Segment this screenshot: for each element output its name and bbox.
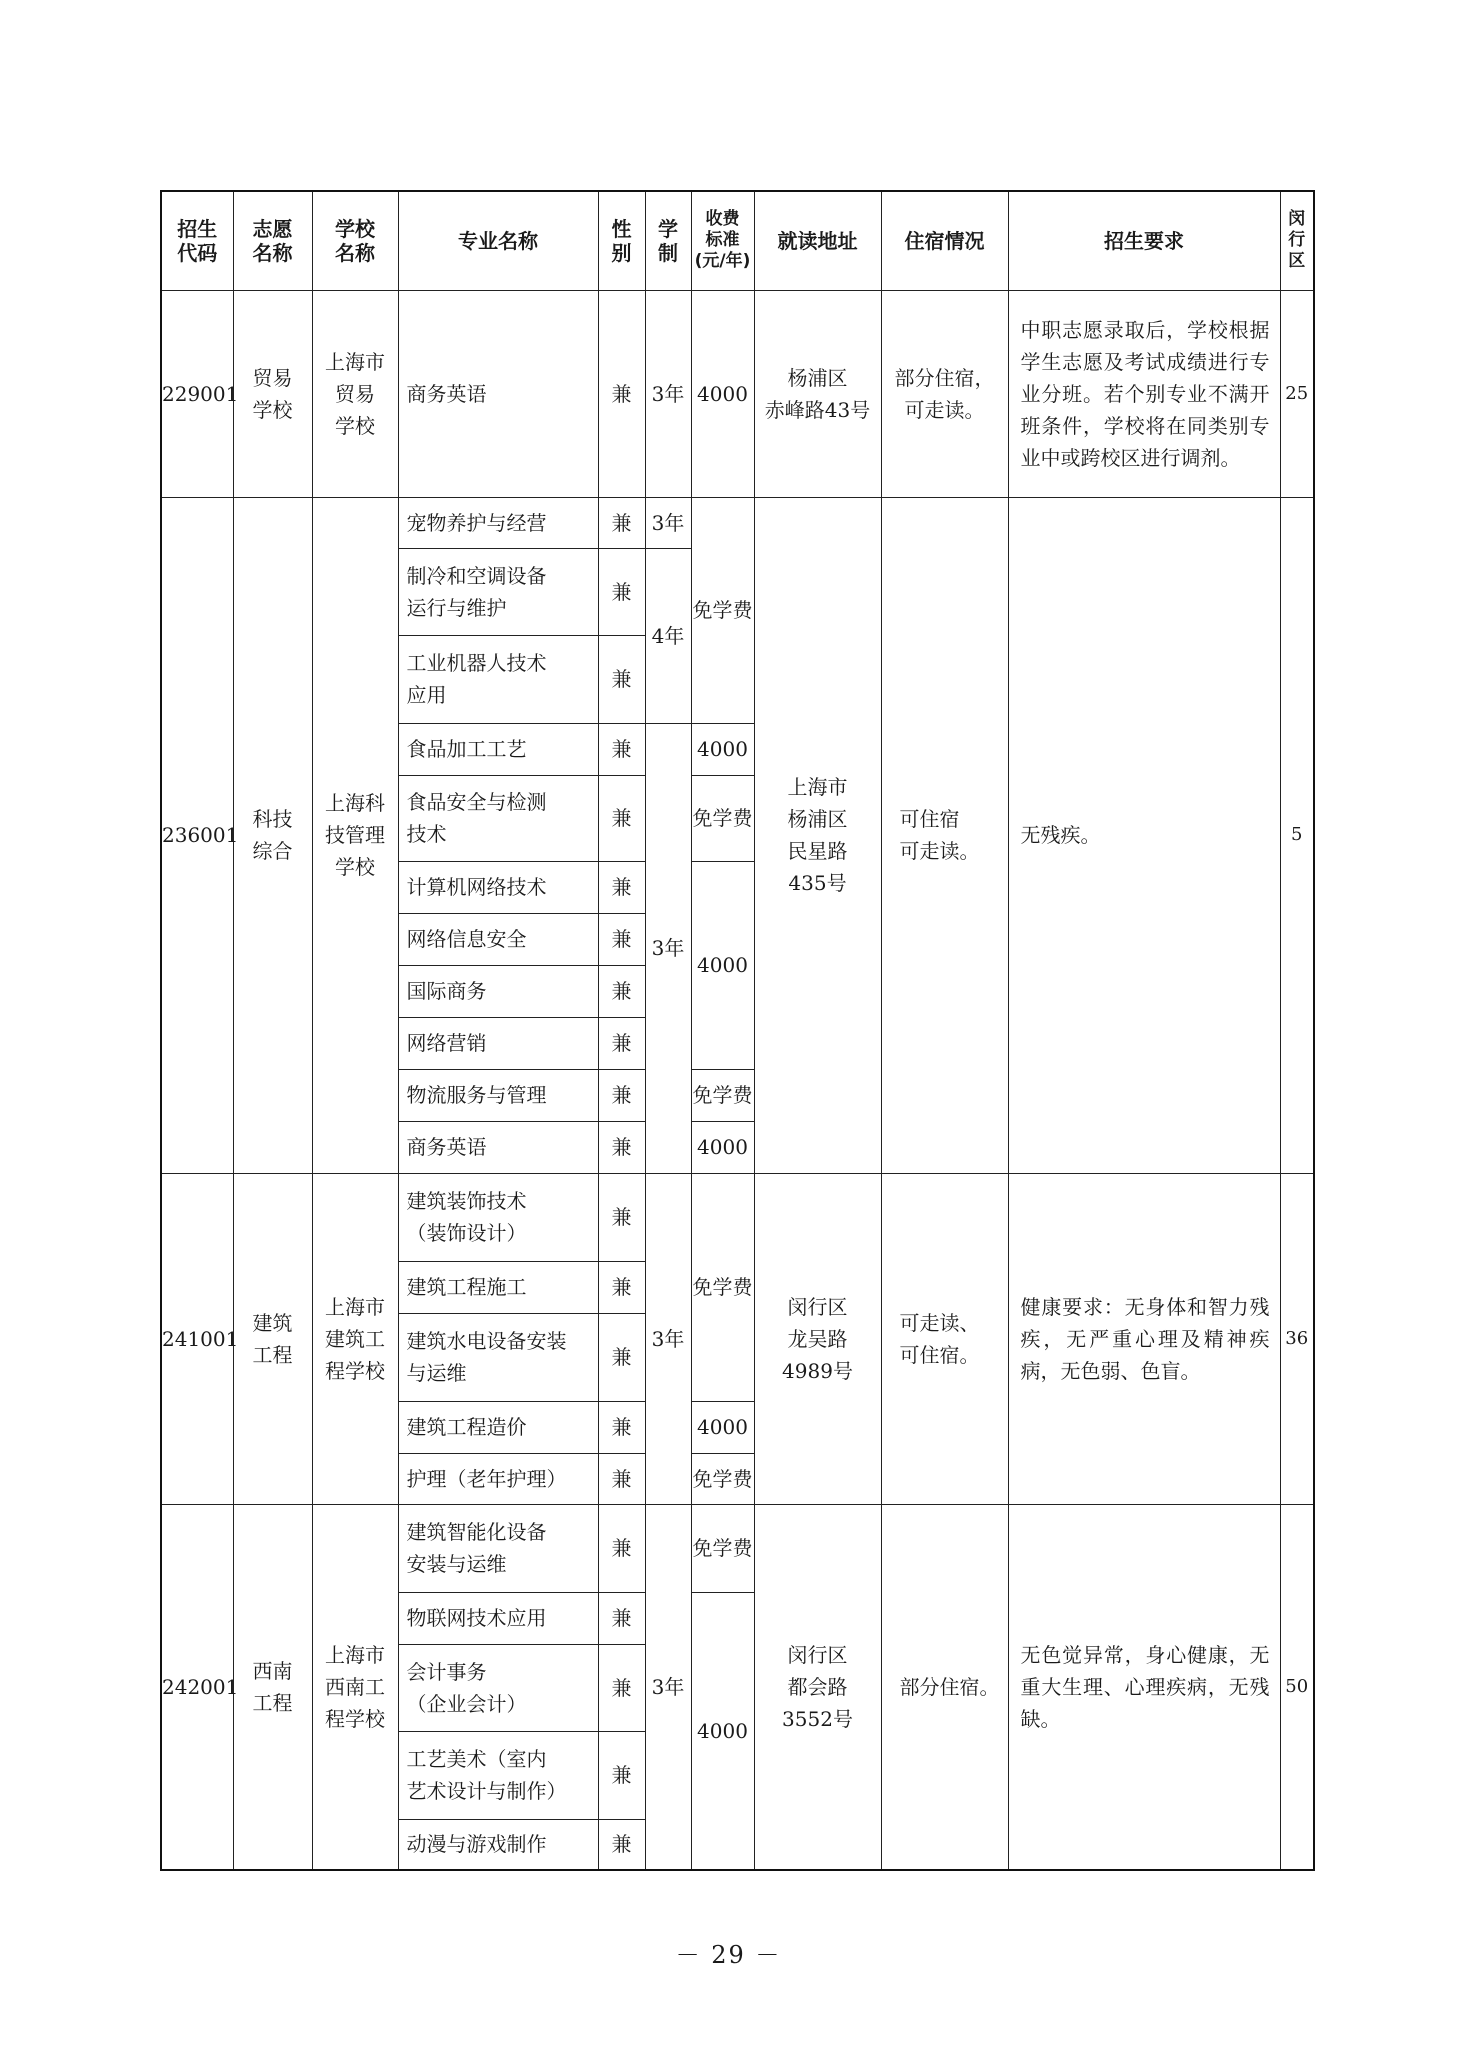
gender: 兼 — [598, 1121, 645, 1173]
address: 闵行区 都会路 3552号 — [754, 1504, 881, 1870]
gender: 兼 — [598, 723, 645, 775]
major-name: 护理（老年护理） — [398, 1453, 598, 1504]
header-gender: 性 别 — [598, 191, 645, 290]
major-name: 物流服务与管理 — [398, 1069, 598, 1121]
requirement: 中职志愿录取后，学校根据学生志愿及考试成绩进行专业分班。若个别专业不满开班条件，学校将在同类别专业中或跨校区进行调剂。 — [1008, 290, 1280, 497]
duration: 4年 — [645, 548, 691, 723]
major-name: 商务英语 — [398, 1121, 598, 1173]
gender: 兼 — [598, 1401, 645, 1453]
major-name: 制冷和空调设备 运行与维护 — [398, 548, 598, 635]
fee: 4000 — [691, 723, 754, 775]
major-name: 物联网技术应用 — [398, 1592, 598, 1644]
header-fee: 收费 标准 (元/年) — [691, 191, 754, 290]
major-name: 会计事务 （企业会计） — [398, 1644, 598, 1731]
major-name: 食品安全与检测 技术 — [398, 775, 598, 861]
school-code: 236001 — [161, 497, 233, 1173]
major-name: 动漫与游戏制作 — [398, 1819, 598, 1870]
gender: 兼 — [598, 775, 645, 861]
fee: 免学费 — [691, 1069, 754, 1121]
dorm-status: 可住宿 可走读。 — [881, 497, 1008, 1173]
duration: 3年 — [645, 497, 691, 548]
gender: 兼 — [598, 1504, 645, 1592]
duration: 3年 — [645, 1504, 691, 1870]
school-code: 241001 — [161, 1173, 233, 1504]
address: 杨浦区 赤峰路43号 — [754, 290, 881, 497]
gender: 兼 — [598, 1069, 645, 1121]
header-choice: 志愿 名称 — [233, 191, 312, 290]
major-name: 国际商务 — [398, 965, 598, 1017]
gender: 兼 — [598, 635, 645, 723]
major-name: 建筑工程施工 — [398, 1261, 598, 1313]
gender: 兼 — [598, 1592, 645, 1644]
header-district: 闵 行 区 — [1280, 191, 1314, 290]
school-code: 242001 — [161, 1504, 233, 1870]
gender: 兼 — [598, 1173, 645, 1261]
address: 闵行区 龙吴路 4989号 — [754, 1173, 881, 1504]
gender: 兼 — [598, 497, 645, 548]
major-name: 工业机器人技术 应用 — [398, 635, 598, 723]
gender: 兼 — [598, 965, 645, 1017]
fee: 4000 — [691, 1401, 754, 1453]
major-name: 宠物养护与经营 — [398, 497, 598, 548]
fee: 免学费 — [691, 1173, 754, 1401]
requirement: 健康要求：无身体和智力残疾，无严重心理及精神疾病，无色弱、色盲。 — [1008, 1173, 1280, 1504]
header-school: 学校 名称 — [312, 191, 398, 290]
gender: 兼 — [598, 548, 645, 635]
school-code: 229001 — [161, 290, 233, 497]
choice-name: 建筑 工程 — [233, 1173, 312, 1504]
choice-name: 贸易 学校 — [233, 290, 312, 497]
school-name: 上海市 贸易 学校 — [312, 290, 398, 497]
fee: 4000 — [691, 1592, 754, 1870]
major-name: 建筑装饰技术 （装饰设计） — [398, 1173, 598, 1261]
header-requirement: 招生要求 — [1008, 191, 1280, 290]
gender: 兼 — [598, 1017, 645, 1069]
choice-name: 科技 综合 — [233, 497, 312, 1173]
fee: 免学费 — [691, 497, 754, 723]
enrollment-table — [160, 190, 1315, 1871]
header-major: 专业名称 — [398, 191, 598, 290]
major-name: 计算机网络技术 — [398, 861, 598, 913]
dorm-status: 可走读、 可住宿。 — [881, 1173, 1008, 1504]
school-name: 上海市 建筑工 程学校 — [312, 1173, 398, 1504]
gender: 兼 — [598, 1313, 645, 1401]
header-dorm: 住宿情况 — [881, 191, 1008, 290]
dorm-status: 部分住宿， 可走读。 — [881, 290, 1008, 497]
fee: 4000 — [691, 290, 754, 497]
district-quota: 25 — [1280, 290, 1314, 497]
table-row — [161, 290, 1314, 497]
choice-name: 西南 工程 — [233, 1504, 312, 1870]
fee: 4000 — [691, 861, 754, 1069]
gender: 兼 — [598, 861, 645, 913]
duration: 3年 — [645, 1173, 691, 1504]
major-name: 网络信息安全 — [398, 913, 598, 965]
major-name: 商务英语 — [398, 290, 598, 497]
major-name: 建筑智能化设备 安装与运维 — [398, 1504, 598, 1592]
gender: 兼 — [598, 913, 645, 965]
school-name: 上海科 技管理 学校 — [312, 497, 398, 1173]
requirement: 无色觉异常，身心健康，无重大生理、心理疾病，无残缺。 — [1008, 1504, 1280, 1870]
district-quota: 5 — [1280, 497, 1314, 1173]
major-name: 建筑工程造价 — [398, 1401, 598, 1453]
major-name: 网络营销 — [398, 1017, 598, 1069]
table-row — [161, 1173, 1314, 1261]
gender: 兼 — [598, 1819, 645, 1870]
fee: 免学费 — [691, 1453, 754, 1504]
header-row — [161, 191, 1314, 290]
gender: 兼 — [598, 1453, 645, 1504]
header-address: 就读地址 — [754, 191, 881, 290]
duration: 3年 — [645, 290, 691, 497]
major-name: 工艺美术（室内 艺术设计与制作） — [398, 1731, 598, 1819]
gender: 兼 — [598, 1731, 645, 1819]
table-row — [161, 1504, 1314, 1592]
table-row — [161, 497, 1314, 548]
address: 上海市 杨浦区 民星路 435号 — [754, 497, 881, 1173]
fee: 4000 — [691, 1121, 754, 1173]
gender: 兼 — [598, 1261, 645, 1313]
duration: 3年 — [645, 723, 691, 1173]
gender: 兼 — [598, 290, 645, 497]
fee: 免学费 — [691, 775, 754, 861]
school-name: 上海市 西南工 程学校 — [312, 1504, 398, 1870]
requirement: 无残疾。 — [1008, 497, 1280, 1173]
header-code: 招生 代码 — [161, 191, 233, 290]
district-quota: 36 — [1280, 1173, 1314, 1504]
header-duration: 学 制 — [645, 191, 691, 290]
major-name: 建筑水电设备安装 与运维 — [398, 1313, 598, 1401]
gender: 兼 — [598, 1644, 645, 1731]
fee: 免学费 — [691, 1504, 754, 1592]
page-number: － 29 － — [675, 1941, 782, 1969]
major-name: 食品加工工艺 — [398, 723, 598, 775]
district-quota: 50 — [1280, 1504, 1314, 1870]
dorm-status: 部分住宿。 — [881, 1504, 1008, 1870]
